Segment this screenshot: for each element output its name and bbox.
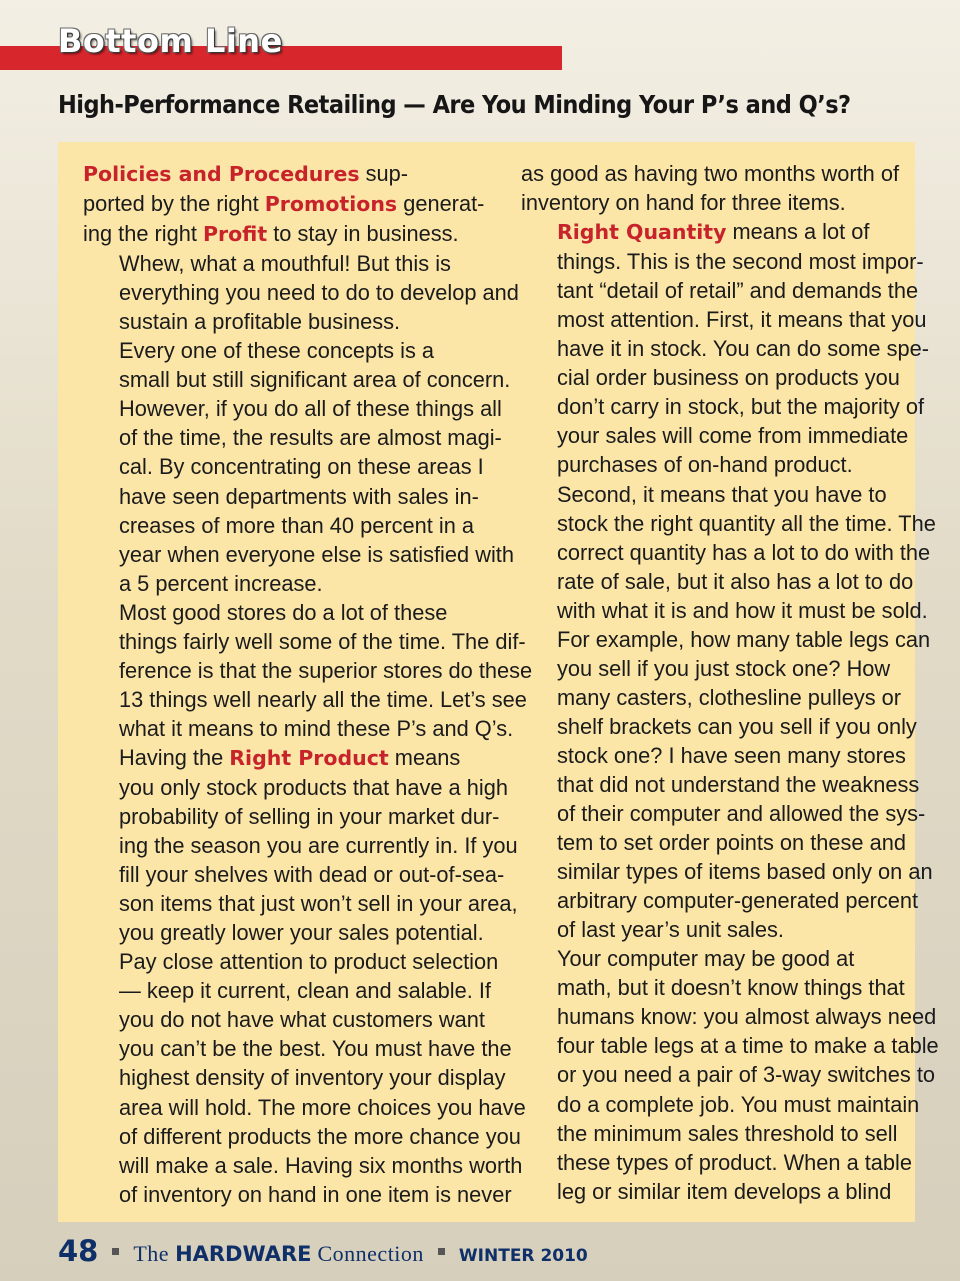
text-line: you do not have what customers want [119, 1007, 485, 1033]
text-line: For example, how many table legs can [557, 626, 931, 652]
text-line: small but still significant area of concern. [119, 367, 511, 393]
text-line: don’t carry in stock, but the majority of [557, 394, 925, 420]
paragraph [521, 217, 929, 479]
issue-date: WINTER 2010 [458, 1246, 588, 1266]
keyword-promotions: Promotions [264, 192, 398, 217]
text-line: sustain a profitable business. [119, 309, 401, 335]
separator-square-icon [438, 1248, 445, 1255]
paragraph [83, 743, 526, 1209]
text-line: rate of sale, but it also has a lot to do [557, 568, 914, 594]
text-line: humans know: you almost always need [557, 1004, 937, 1030]
text-line: similar types of items based only on an [557, 859, 933, 885]
text-line: cal. By concentrating on these areas I [119, 454, 484, 480]
text-line: things. This is the second most impor- [557, 249, 924, 275]
keyword-right-product: Right Product [229, 745, 389, 770]
text-line: probability of selling in your market dur- [119, 804, 500, 830]
separator-square-icon [112, 1248, 119, 1255]
text-line: stock one? I have seen many stores [557, 742, 906, 768]
text-line: of their computer and allowed the sys- [557, 801, 926, 827]
section-title: Bottom Line [58, 22, 283, 60]
text-line: most attention. First, it means that you [557, 307, 927, 333]
publication-name-hardware: HARDWARE [175, 1242, 312, 1266]
text-line: ported by the right Promotions generat- [83, 191, 485, 217]
text-line: of different products the more chance you [119, 1123, 521, 1149]
text-line: leg or similar item develops a blind [557, 1178, 892, 1204]
text-line: Policies and Procedures sup- [83, 161, 409, 186]
text-line: four table legs at a time to make a table [557, 1033, 939, 1059]
text-line: do a complete job. You must maintain [557, 1091, 920, 1117]
text-line: tant “detail of retail” and demands the [557, 278, 919, 304]
text-line: or you need a pair of 3-way switches to [557, 1062, 936, 1088]
text-line: However, if you do all of these things all [119, 396, 502, 422]
text-line: will make a sale. Having six months worth [119, 1152, 523, 1178]
text-line: a 5 percent increase. [119, 570, 323, 596]
paragraph [83, 159, 485, 249]
publication-name-the: The [133, 1241, 170, 1266]
article-column-right [521, 159, 939, 1206]
page-number: 48 [58, 1234, 99, 1268]
text-line: tem to set order points on these and [557, 830, 906, 856]
text-line: many casters, clothesline pulleys or [557, 684, 902, 710]
paragraph [83, 249, 519, 336]
text-line: things fairly well some of the time. The dif- [119, 628, 526, 654]
text-line: what it means to mind these P’s and Q’s. [119, 715, 514, 741]
keyword-right-quantity: Right Quantity [557, 220, 727, 245]
text-line: ing the right Profit to stay in business. [83, 221, 459, 247]
text-line: arbitrary computer-generated percent [557, 888, 919, 914]
text-line: ference is that the superior stores do these [119, 657, 533, 683]
text-line: your sales will come from immediate [557, 423, 909, 449]
text-line: Whew, what a mouthful! But this is [119, 251, 451, 277]
text-line: stock the right quantity all the time. The [557, 510, 936, 536]
page-footer [58, 1234, 588, 1270]
text-line: have it in stock. You can do some spe- [557, 336, 929, 362]
text-line: that did not understand the weakness [557, 771, 920, 797]
paragraph [83, 336, 514, 597]
text-line: you greatly lower your sales potential. [119, 920, 484, 946]
text-line: Right Quantity means a lot of [557, 219, 870, 245]
text-line: creases of more than 40 percent in a [119, 512, 475, 538]
text-line: the minimum sales threshold to sell [557, 1120, 898, 1146]
article-column-left [83, 159, 533, 1209]
paragraph [521, 944, 939, 1205]
paragraph [83, 598, 533, 743]
article-body [58, 142, 939, 1222]
text-line: fill your shelves with dead or out-of-sea- [119, 862, 505, 888]
paragraph [521, 159, 901, 217]
keyword-profit: Profit [202, 222, 268, 247]
text-line: of inventory on hand in one item is never [119, 1181, 512, 1207]
text-line: year when everyone else is satisfied with [119, 541, 514, 567]
text-line: purchases of on-hand product. [557, 452, 853, 478]
text-line: — keep it current, clean and salable. If [119, 978, 491, 1004]
text-line: highest density of inventory your display [119, 1065, 506, 1091]
text-line: Having the Right Product means [119, 744, 461, 770]
text-line: area will hold. The more choices you have [119, 1094, 526, 1120]
text-line: ing the season you are currently in. If you [119, 833, 518, 859]
text-line: Pay close attention to product selection [119, 949, 499, 975]
publication-name-connection: Connection [317, 1241, 424, 1266]
text-line: as good as having two months worth of [521, 161, 900, 186]
text-line: Your computer may be good at [557, 946, 855, 972]
text-line: shelf brackets can you sell if you only [557, 713, 917, 739]
text-line: you can’t be the best. You must have the [119, 1036, 512, 1062]
text-line: you sell if you just stock one? How [557, 655, 891, 681]
text-line: inventory on hand for three items. [521, 190, 846, 216]
text-line: of last year’s unit sales. [557, 917, 784, 943]
text-line: math, but it doesn’t know things that [557, 975, 905, 1001]
text-line: Second, it means that you have to [557, 481, 887, 507]
text-line: 13 things well nearly all the time. Let’s see [119, 686, 527, 712]
keyword-policies-procedures: Policies and Procedures [83, 162, 360, 186]
text-line: son items that just won’t sell in your area, [119, 891, 518, 917]
text-line: these types of product. When a table [557, 1149, 913, 1175]
text-line: you only stock products that have a high [119, 774, 508, 800]
text-line: Every one of these concepts is a [119, 338, 435, 364]
text-line: of the time, the results are almost magi- [119, 425, 502, 451]
paragraph [521, 480, 936, 945]
text-line: with what it is and how it must be sold. [557, 597, 928, 623]
text-line: have seen departments with sales in- [119, 483, 479, 509]
article-headline: High-Performance Retailing — Are You Minding Your P’s and Q’s? [58, 90, 851, 119]
text-line: everything you need to do to develop and [119, 280, 519, 306]
text-line: Most good stores do a lot of these [119, 599, 448, 625]
text-line: cial order business on products you [557, 365, 900, 391]
text-line: correct quantity has a lot to do with the [557, 539, 931, 565]
